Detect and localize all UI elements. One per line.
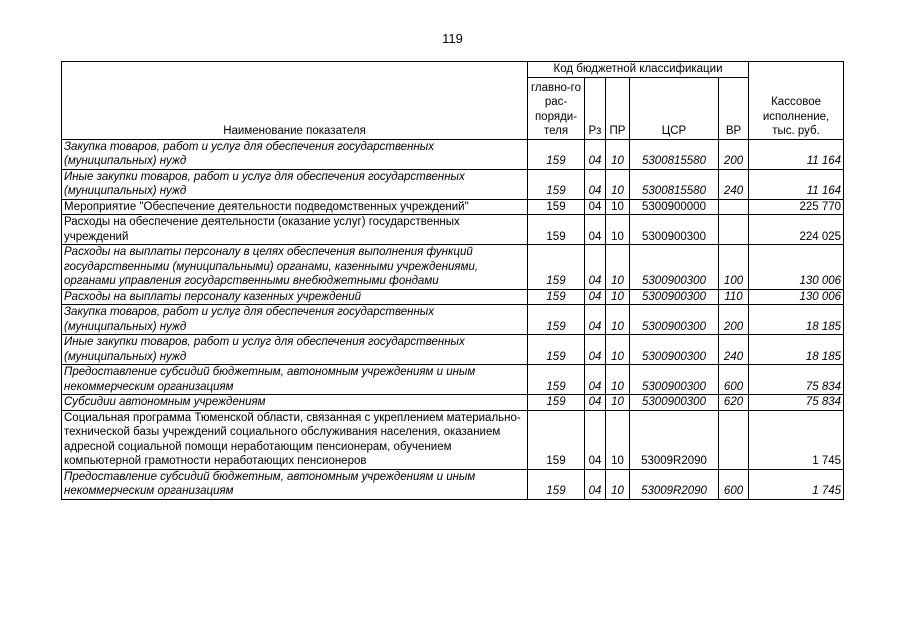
page-number: 119: [442, 31, 463, 46]
table-row: [62, 305, 844, 335]
row-pr: 10: [606, 305, 630, 335]
row-rz: 04: [585, 305, 606, 335]
row-csr: 5300900000: [630, 199, 719, 215]
row-pr: 10: [606, 395, 630, 411]
row-rz: 04: [585, 395, 606, 411]
row-csr: 5300900300: [630, 215, 719, 245]
header-vr: ВР: [719, 77, 749, 139]
row-vr: 600: [719, 469, 749, 499]
row-pr: 10: [606, 199, 630, 215]
row-glavny: 159: [528, 410, 585, 469]
row-csr: 5300900300: [630, 245, 719, 290]
table-row: [62, 469, 844, 499]
header-pr: ПР: [606, 77, 630, 139]
table-row: [62, 365, 844, 395]
row-sum: 18 185: [749, 335, 844, 365]
row-vr: 240: [719, 169, 749, 199]
table-row: [62, 245, 844, 290]
table-row: [62, 395, 844, 411]
row-name: Социальная программа Тюменской области, связанная с укреплением материально-технической базы учреждений социального обслуживания населения, оказанием адресной социальной помощи неработающим пенсионерам, обучением компьютерной грамотности неработающих пенсионеров: [62, 410, 528, 469]
row-name: Закупка товаров, работ и услуг для обеспечения государственных (муниципальных) нужд: [62, 305, 528, 335]
row-glavny: 159: [528, 169, 585, 199]
row-csr: 5300900300: [630, 395, 719, 411]
row-pr: 10: [606, 335, 630, 365]
row-sum: 225 770: [749, 199, 844, 215]
table-row: [62, 169, 844, 199]
row-csr: 53009R2090: [630, 410, 719, 469]
row-csr: 5300900300: [630, 289, 719, 305]
row-sum: 224 025: [749, 215, 844, 245]
row-pr: 10: [606, 139, 630, 169]
row-vr: [719, 215, 749, 245]
table-row: [62, 199, 844, 215]
table-row: [62, 215, 844, 245]
row-vr: [719, 199, 749, 215]
row-rz: 04: [585, 335, 606, 365]
row-pr: 10: [606, 365, 630, 395]
row-glavny: 159: [528, 335, 585, 365]
row-name: Закупка товаров, работ и услуг для обеспечения государственных (муниципальных) нужд: [62, 139, 528, 169]
row-vr: 240: [719, 335, 749, 365]
row-rz: 04: [585, 139, 606, 169]
row-csr: 5300815580: [630, 139, 719, 169]
row-vr: 600: [719, 365, 749, 395]
row-rz: 04: [585, 215, 606, 245]
header-glavny: главно-го рас-поряди-теля: [528, 77, 585, 139]
row-sum: 75 834: [749, 395, 844, 411]
budget-execution-table: [61, 61, 844, 500]
row-sum: 130 006: [749, 289, 844, 305]
header-name: Наименование показателя: [62, 62, 528, 140]
table-row: [62, 139, 844, 169]
row-csr: 53009R2090: [630, 469, 719, 499]
row-name: Предоставление субсидий бюджетным, автономным учреждениям и иным некоммерческим организациям: [62, 469, 528, 499]
row-csr: 5300900300: [630, 365, 719, 395]
header-rz: Рз: [585, 77, 606, 139]
row-pr: 10: [606, 410, 630, 469]
row-sum: 75 834: [749, 365, 844, 395]
row-rz: 04: [585, 410, 606, 469]
row-rz: 04: [585, 245, 606, 290]
row-glavny: 159: [528, 469, 585, 499]
row-rz: 04: [585, 469, 606, 499]
row-csr: 5300900300: [630, 335, 719, 365]
row-name: Предоставление субсидий бюджетным, автономным учреждениям и иным некоммерческим организациям: [62, 365, 528, 395]
row-glavny: 159: [528, 395, 585, 411]
row-glavny: 159: [528, 305, 585, 335]
header-code-group: Код бюджетной классификации: [528, 62, 749, 78]
row-sum: 11 164: [749, 169, 844, 199]
row-sum: 11 164: [749, 139, 844, 169]
row-glavny: 159: [528, 215, 585, 245]
row-sum: 1 745: [749, 410, 844, 469]
row-vr: 110: [719, 289, 749, 305]
table-row: [62, 335, 844, 365]
table-row: [62, 410, 844, 469]
row-vr: [719, 410, 749, 469]
row-sum: 18 185: [749, 305, 844, 335]
row-pr: 10: [606, 215, 630, 245]
row-pr: 10: [606, 469, 630, 499]
row-pr: 10: [606, 169, 630, 199]
row-rz: 04: [585, 365, 606, 395]
row-csr: 5300815580: [630, 169, 719, 199]
row-rz: 04: [585, 169, 606, 199]
row-rz: 04: [585, 199, 606, 215]
row-glavny: 159: [528, 365, 585, 395]
header-csr: ЦСР: [630, 77, 719, 139]
row-name: Субсидии автономным учреждениям: [62, 395, 528, 411]
row-name: Иные закупки товаров, работ и услуг для обеспечения государственных (муниципальных) нужд: [62, 335, 528, 365]
row-sum: 130 006: [749, 245, 844, 290]
table-row: [62, 289, 844, 305]
row-sum: 1 745: [749, 469, 844, 499]
row-glavny: 159: [528, 139, 585, 169]
row-vr: 620: [719, 395, 749, 411]
row-vr: 200: [719, 305, 749, 335]
row-name: Иные закупки товаров, работ и услуг для обеспечения государственных (муниципальных) нужд: [62, 169, 528, 199]
row-pr: 10: [606, 289, 630, 305]
row-name: Расходы на обеспечение деятельности (оказание услуг) государственных учреждений: [62, 215, 528, 245]
row-vr: 200: [719, 139, 749, 169]
row-pr: 10: [606, 245, 630, 290]
row-name: Расходы на выплаты персоналу в целях обеспечения выполнения функций государственными (муниципальными) органами, казенными учреждениями, органами управления государственными внебюджетными фондами: [62, 245, 528, 290]
row-glavny: 159: [528, 245, 585, 290]
row-name: Мероприятие "Обеспечение деятельности подведомственных учреждений": [62, 199, 528, 215]
row-name: Расходы на выплаты персоналу казенных учреждений: [62, 289, 528, 305]
header-sum: Кассовое исполнение, тыс. руб.: [749, 62, 844, 140]
row-vr: 100: [719, 245, 749, 290]
row-glavny: 159: [528, 199, 585, 215]
row-glavny: 159: [528, 289, 585, 305]
row-rz: 04: [585, 289, 606, 305]
row-csr: 5300900300: [630, 305, 719, 335]
